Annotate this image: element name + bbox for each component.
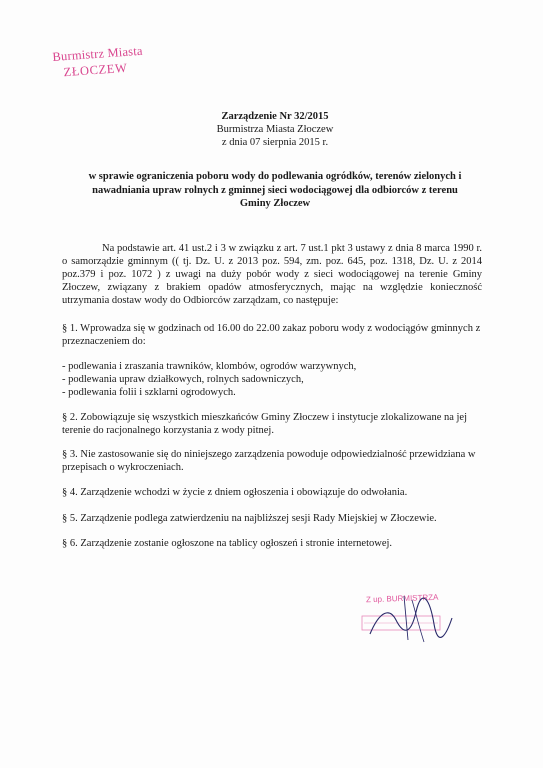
signature-block — [350, 590, 470, 650]
section-1: § 1. Wprowadza się w godzinach od 16.00 do 22.00 zakaz poboru wody z wodociągów gminnych z przeznaczeniem do: — [62, 323, 481, 347]
section-6: § 6. Zarządzenie zostanie ogłoszone na tablicy ogłoszeń i stronie internetowej. — [62, 538, 393, 549]
list-item: - podlewania folii i szklarni ogrodowych. — [62, 387, 236, 398]
prohibition-list — [62, 360, 482, 399]
document-header — [160, 110, 390, 149]
handwritten-signature — [350, 590, 470, 650]
list-item: - podlewania upraw działkowych, rolnych sadowniczych, — [62, 374, 304, 385]
subject-line-3: Gminy Złoczew — [239, 198, 311, 209]
section-2: § 2. Zobowiązuje się wszystkich mieszkańców Gminy Złoczew i instytucje zlokalizowane na jej terenie do racjonalnego korzystania z wody pitnej. — [62, 412, 468, 436]
document-subject — [70, 170, 480, 211]
issuer-stamp — [52, 44, 144, 81]
issuer-stamp-line2: ZŁOCZEW — [63, 60, 128, 80]
document-date: z dnia 07 sierpnia 2015 r. — [221, 137, 329, 148]
section-4: § 4. Zarządzenie wchodzi w życie z dniem ogłoszenia i obowiązuje do odwołania. — [62, 487, 408, 498]
signature-stamp: Z up. BURMISTRZA — [365, 592, 439, 605]
document-title: Zarządzenie Nr 32/2015 — [221, 111, 329, 122]
issuer-stamp-line1: Burmistrz Miasta — [52, 43, 144, 64]
intro-paragraph: Na podstawie art. 41 ust.2 i 3 w związku z art. 7 ust.1 pkt 3 ustawy z dnia 8 marca 1990 r. o samorządzie gminnym (( tj. Dz. U. z 2013 poz. 594, zm. poz. 645, poz. 1318, Dz. U. z 2014 poz.379 i poz. 1072 ) z uwagi na duży pobór wody z sieci wodociągowej na terenie Gminy Złoczew, związany z brakiem opadów atmosferycznych, mając na względzie konieczność utrzymania dostaw wody do Odbiorców zarządzam, co następuje: — [62, 243, 482, 306]
list-item: - podlewania i zraszania trawników, klombów, ogrodów warzywnych, — [62, 361, 357, 372]
subject-line-2: nawadniania upraw rolnych z gminnej sieci wodociągowej dla odbiorców z terenu — [92, 184, 458, 196]
subject-line-1: w sprawie ograniczenia poboru wody do podlewania ogródków, terenów zielonych i — [88, 171, 462, 182]
document-issuer: Burmistrza Miasta Złoczew — [216, 124, 334, 135]
section-3: § 3. Nie zastosowanie się do niniejszego zarządzenia powoduje odpowiedzialność przewidziana w przepisach o wykroczeniach. — [62, 449, 476, 473]
section-5: § 5. Zarządzenie podlega zatwierdzeniu na najbliższej sesji Rady Miejskiej w Złoczewie. — [62, 513, 437, 524]
